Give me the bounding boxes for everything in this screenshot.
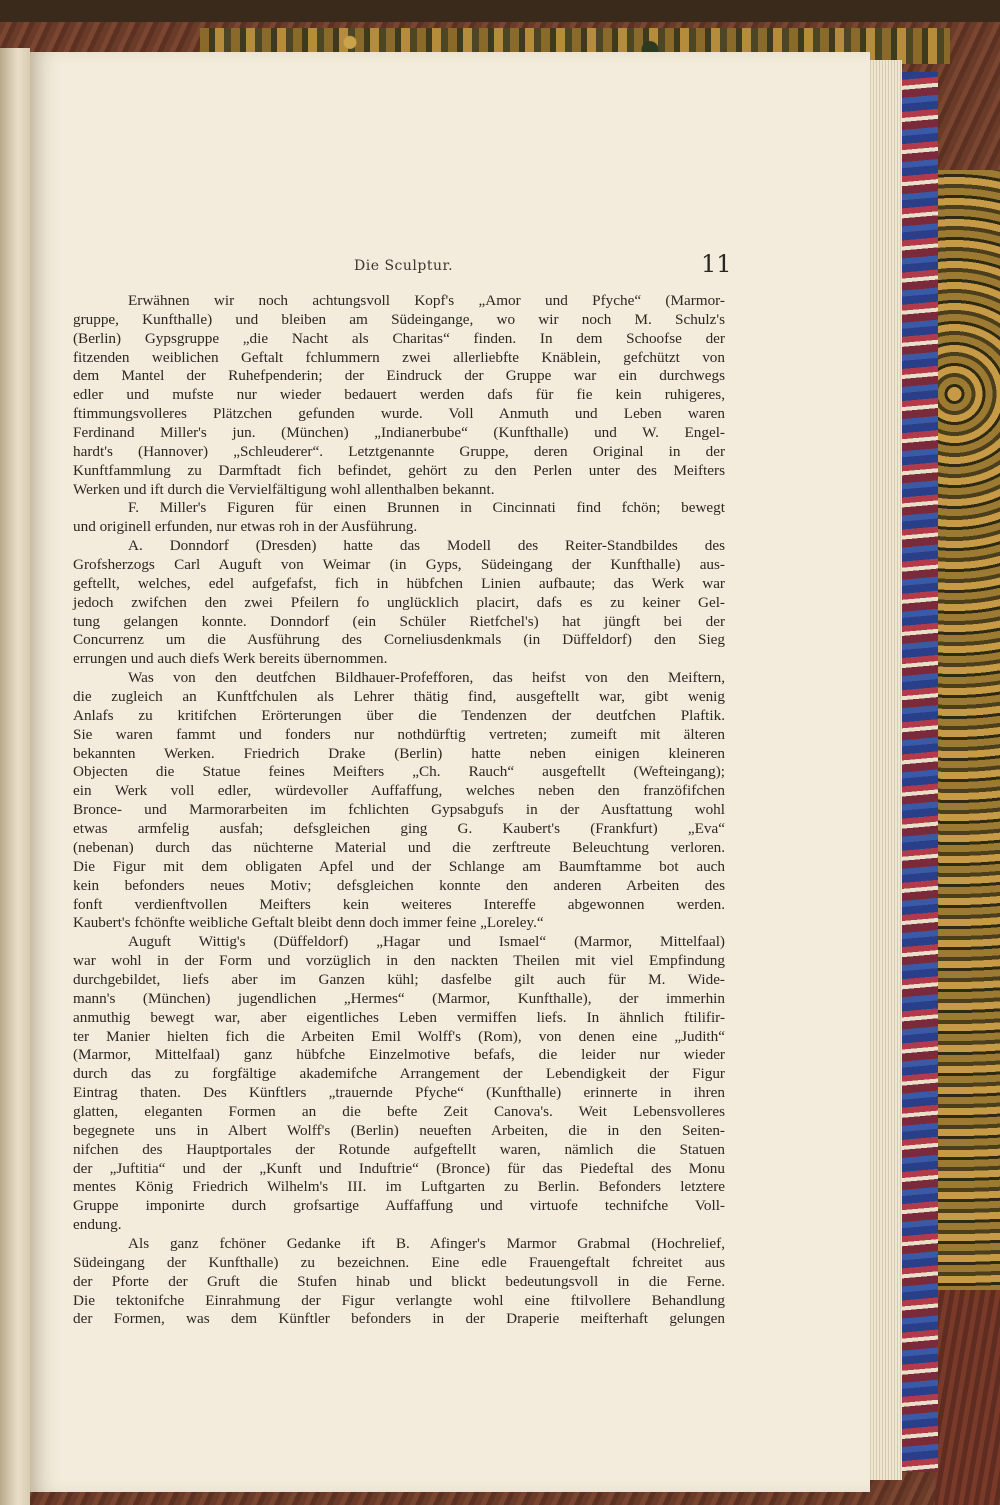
text-line: und originell erfunden, nur etwas roh in der Ausführung. [73,518,418,536]
text-line: Anlafs zu kritifchen Erörterungen über die Tendenzen der deutfchen Plaftik. [73,706,725,724]
text-line: ftimmungsvolleres Plätzchen gefunden wurde. Voll Anmuth und Leben waren [73,405,725,423]
text-line: Bronce- und Marmorarbeiten im fchlichten Gypsabgufs in der Ausftattung wohl [73,801,725,819]
text-line: Sie waren fammt und fonders nur nothdürftig vertreten; zumeift mit älteren [73,725,725,743]
book-page [30,52,870,1492]
text-line: Objecten die Statue feines Meifters „Ch. Rauch“ ausgeftellt (Wefteingang); [73,763,725,781]
text-line: tung gelangen konnte. Donndorf (ein Schüler Rietfchel's) hat jüngft bei der [73,612,725,630]
text-line: jedoch zwifchen den zwei Pfeilern fo unglücklich placirt, dafs es zu keiner Gel- [73,593,725,611]
text-line: Auguft Wittig's (Düffeldorf) „Hagar und Ismael“ (Marmor, Mittelfaal) [128,933,725,951]
text-line: Die tektonifche Einrahmung der Figur verlangte wohl eine ftilvollere Behandlung [73,1291,725,1309]
text-line: Ferdinand Miller's jun. (München) „Indianerbube“ (Kunfthalle) und W. Engel- [73,424,725,442]
text-line: mentes König Friedrich Wilhelm's III. im Luftgarten zu Berlin. Befonders letztere [73,1178,725,1196]
running-title: Die Sculptur. [354,258,454,274]
text-line: dem Mantel der Ruhefpenderin; der Eindruck der Gruppe war ein durchwegs [73,367,725,385]
text-line: mann's (München) jugendlichen „Hermes“ (Marmor, Kunfthalle), der immerhin [73,989,725,1007]
page-header [30,250,870,286]
text-line: durchgebildet, liefs aber im Ganzen kühl; dasfelbe gilt auch für M. Wide- [73,970,725,988]
text-line: Eintrag thaten. Des Künftlers „trauernde Pfyche“ (Kunfthalle) erinnerte in ihren [73,1084,725,1102]
body-text [73,292,725,1329]
text-line: Die Figur mit dem obligaten Apfel und der Schlange am Baumftamme bot auch [73,857,725,875]
text-line: fitzenden weiblichen Geftalt fchlummern zwei allerliebfte Knäblein, gefchützt von [73,348,725,366]
text-line: ter Manier hielten fich die Arbeiten Emil Wolff's (Rom), von denen eine „Judith“ [73,1027,725,1045]
text-line: anmuthig bewegt war, aber eigentliches Leben vermiffen liefs. In ähnlich ftilifir- [73,1008,725,1026]
text-line: (Marmor, Mittelfaal) ganz hübfche Einzelmotive befafs, die leider nur wieder [73,1046,725,1064]
text-line: begegnete uns in Albert Wolff's (Berlin) neueften Arbeiten, die in den Seiten- [73,1121,725,1139]
text-line: hardt's (Hannover) „Schleuderer“. Letztgenannte Gruppe, deren Original in der [73,442,725,460]
text-line: (nebenan) durch das nüchterne Material und die zerftreute Beleuchtung verloren. [73,838,725,856]
text-line: Grofsherzogs Carl Auguft von Weimar (in Gyps, Südeingang der Kunfthalle) aus- [73,556,725,574]
text-line: Erwähnen wir noch achtungsvoll Kopf's „Amor und Pfyche“ (Marmor- [128,292,725,309]
marbled-cover-right [935,170,1000,1290]
text-line: nifchen des Hauptportales der Rotunde aufgeftellt waren, nämlich die Statuen [73,1140,725,1158]
text-line: Gruppe imponirte durch grofsartige Auffaffung und virtuofe technifche Voll- [73,1197,725,1215]
text-line: Concurrenz um die Ausführung des Corneliusdenkmals (in Düffeldorf) den Sieg [73,631,725,649]
text-line: gruppe, Kunfthalle) und bleiben am Südeingange, wo wir noch M. Schulz's [73,310,725,328]
page-number: 11 [701,250,732,278]
text-line: bekannten Werken. Friedrich Drake (Berlin) hatte neben einigen kleineren [73,744,725,762]
leather-binding-corner [935,1290,1000,1505]
text-line: (Berlin) Gypsgruppe „die Nacht als Charitas“ finden. In dem Schoofse der [73,329,725,347]
text-line: Was von den deutfchen Bildhauer-Profefforen, das heifst von den Meiftern, [128,669,725,687]
text-line: errungen und auch diefs Werk bereits übernommen. [73,650,388,668]
text-line: A. Donndorf (Dresden) hatte das Modell des Reiter-Standbildes des [128,537,725,555]
text-line: ein Werk voll edler, würdevoller Auffaffung, welches neben den franzöfifchen [73,782,725,800]
text-line: Südeingang der Kunfthalle) zu bezeichnen. Eine edle Frauengeftalt fchreitet aus [73,1253,725,1271]
text-line: fonft verdienftvollen Meifters kein weiteres Intereffe abgewonnen werden. [73,895,725,913]
text-line: edler und mufste nur wieder bedauert werden dafs für fie kein ruhigeres, [73,386,725,404]
text-line: Kaubert's fchönfte weibliche Geftalt bleibt denn doch immer feine „Loreley.“ [73,914,544,932]
text-line: durch das zu forgfältige akademifche Arrangement der Lebendigkeit der Figur [73,1065,725,1083]
text-line: geftellt, welches, edel aufgefafst, fich in hübfchen Linien aufbaute; das Werk war [73,574,725,592]
text-line: Kunftfammlung zu Darmftadt fich befindet, gehört zu den Perlen unter des Meifters [73,461,725,479]
text-line: der Pforte der Gruft die Stufen hinab und blickt bedeutungsvoll in die Ferne. [73,1272,725,1290]
text-line: Werken und ift durch die Vervielfältigung wohl allenthalben bekannt. [73,480,495,498]
text-line: etwas armfelig ausfah; defsgleichen ging G. Kaubert's (Frankfurt) „Eva“ [73,820,725,838]
text-line: glatten, eleganten Formen an die befte Zeit Canova's. Weit Lebensvolleres [73,1102,725,1120]
facing-page-edge [0,48,30,1505]
text-line: die zugleich an Kunftfchulen als Lehrer thätig find, ausgeftellt war, gibt wenig [73,688,725,706]
text-line: F. Miller's Figuren für einen Brunnen in Cincinnati find fchön; bewegt [128,499,725,517]
text-line: der „Juftitia“ und der „Kunft und Induftrie“ (Bronce) für das Piedeftal des Monu [73,1159,725,1177]
text-line: war wohl in der Form und vorzüglich in den nackten Theilen mit viel Empfindung [73,952,725,970]
text-line: kein befonders neues Motiv; defsgleichen konnte den anderen Arbeiten des [73,876,725,894]
text-line: endung. [73,1216,122,1234]
text-line: der Formen, was dem Künftler befonders in der Draperie meifterhaft gelungen [73,1310,725,1328]
marbled-fore-edge [900,72,938,1472]
text-line: Als ganz fchöner Gedanke ift B. Afinger's Marmor Grabmal (Hochrelief, [128,1234,725,1252]
